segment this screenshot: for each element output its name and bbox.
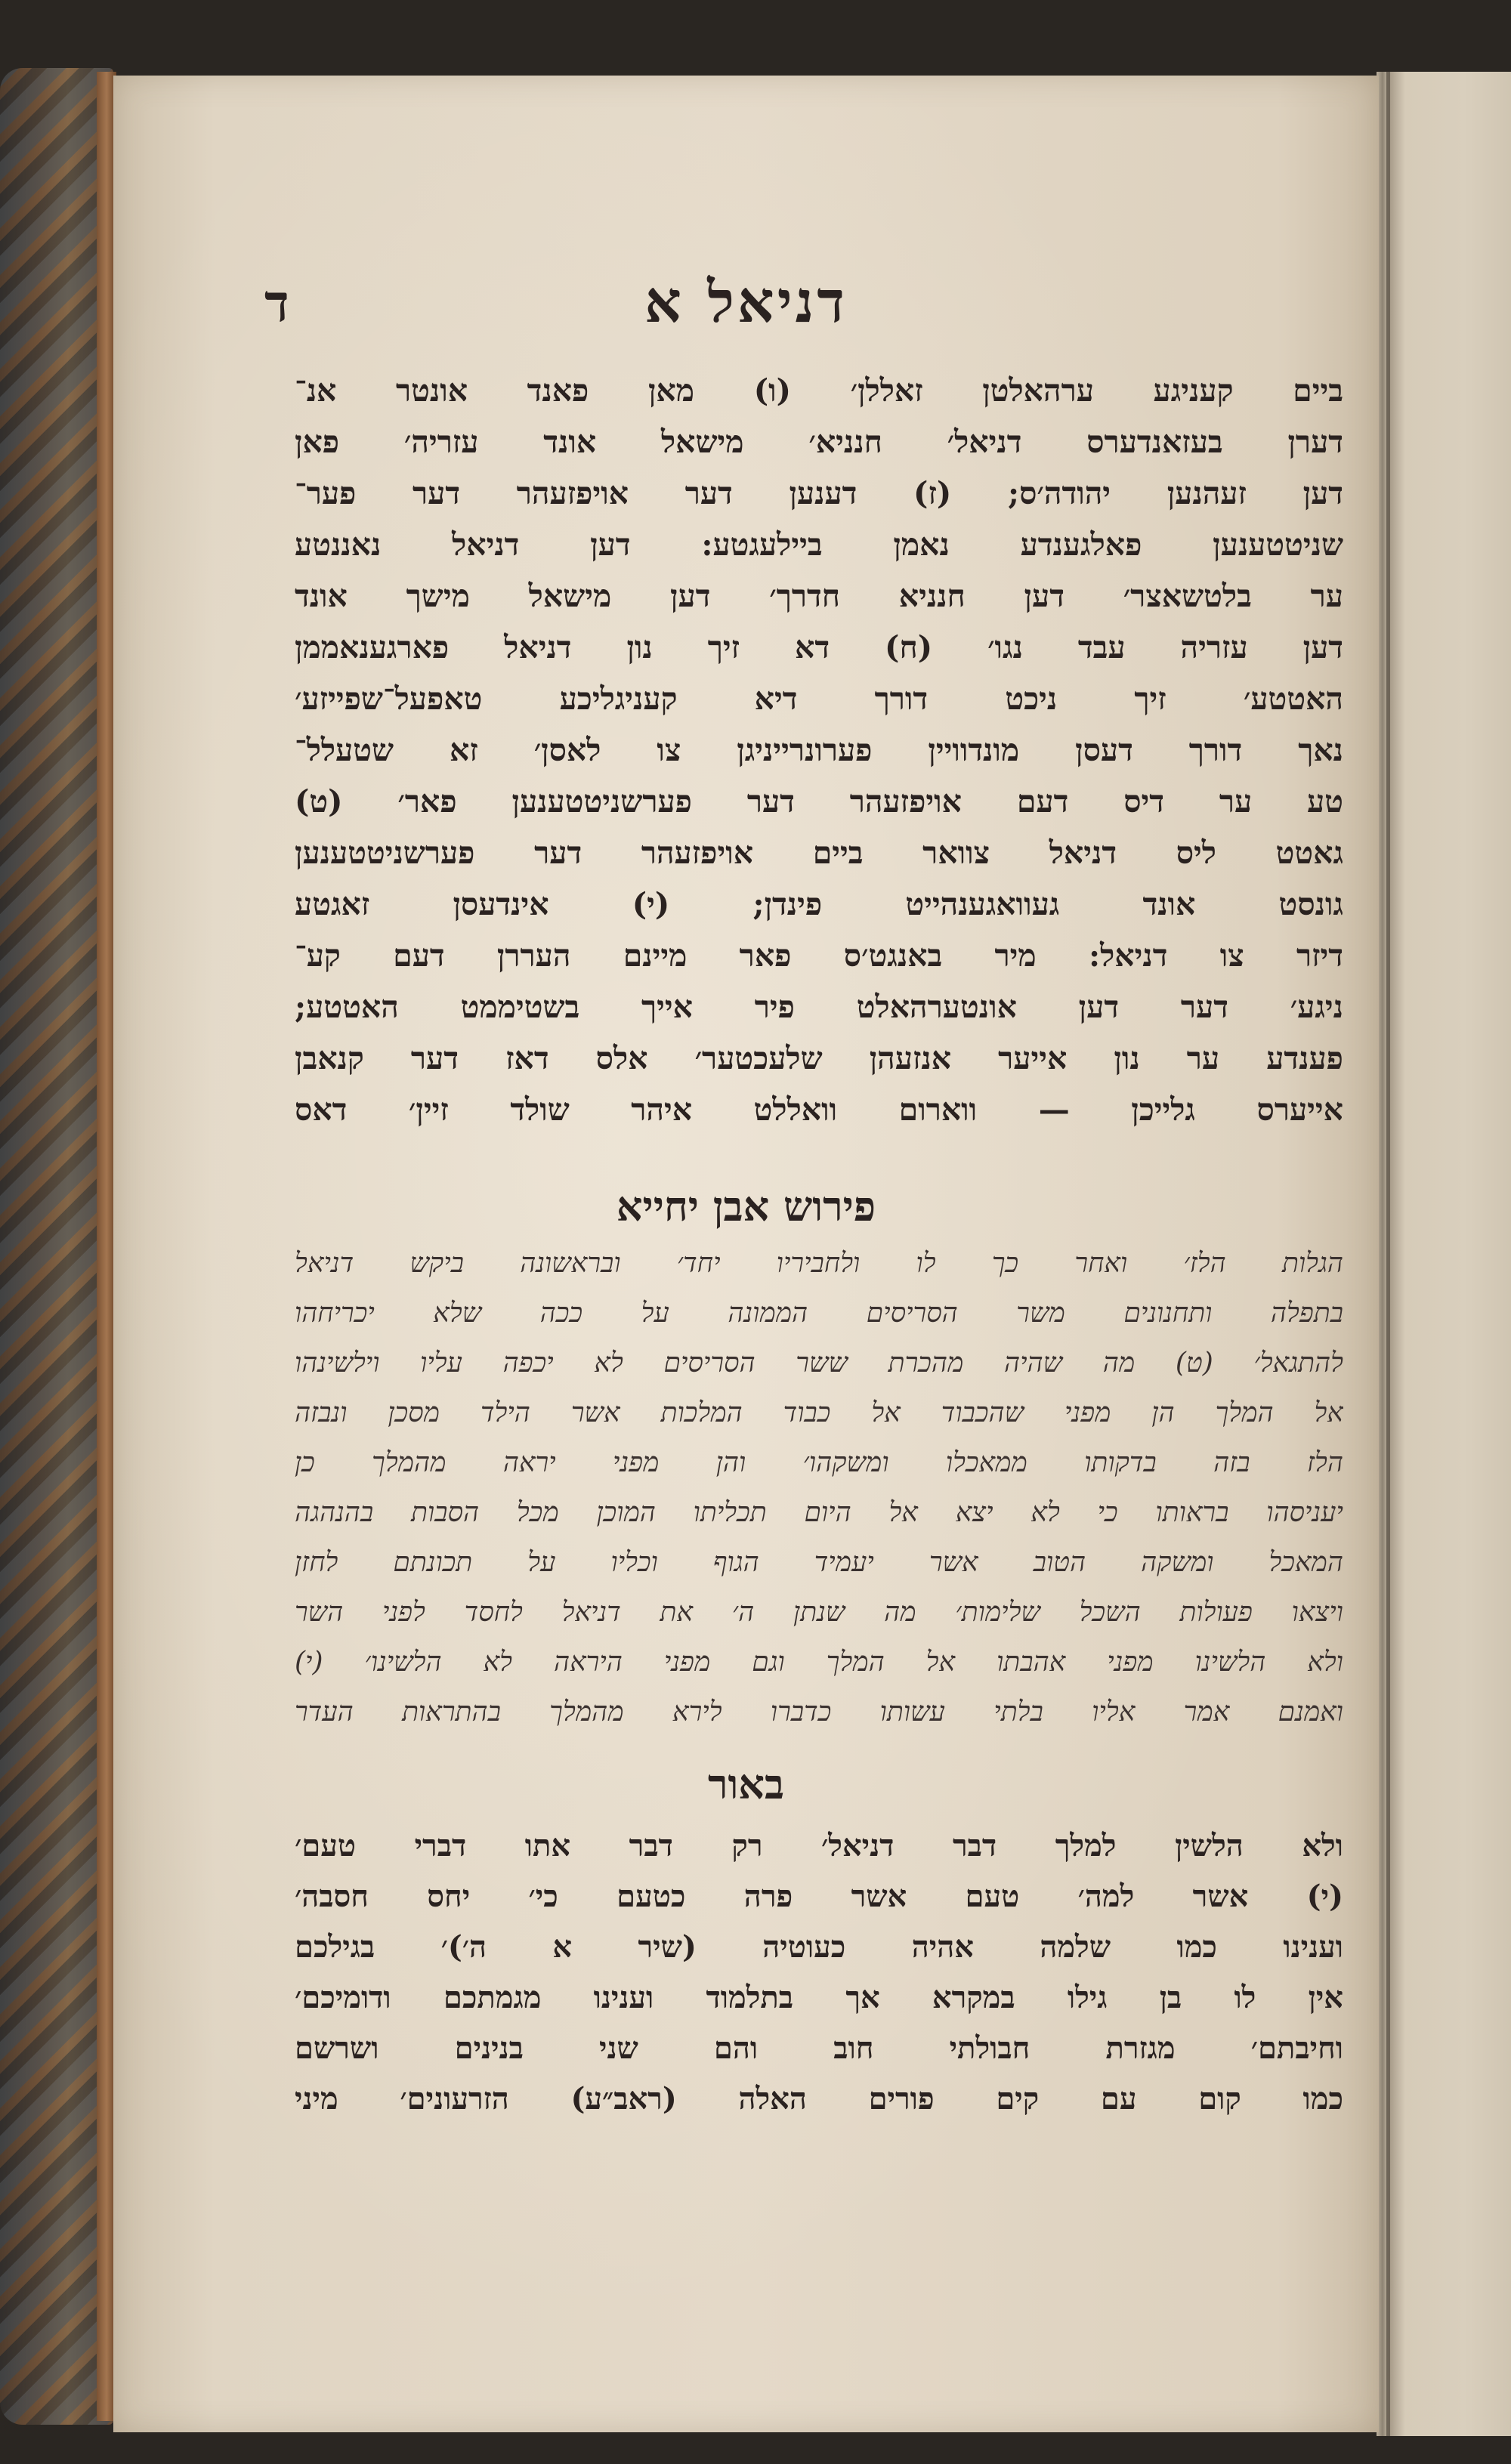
- main-text-line: נאך דורך דעסן מונדוויין פערונרייניגן צו לאסן׳ זא שטעלל־: [295, 732, 1343, 768]
- commentary-line: המאכל ומשקה הטוב אשר יעמיד הגוף וכליו על תכונתם לחזן: [295, 1547, 1343, 1578]
- commentary-line: ולא הלשינו מפני אהבתו אל המלך וגם מפני היראה לא הלשינו׳ (י): [295, 1647, 1343, 1678]
- biur-line: אין לו בן גילו במקרא אך בתלמוד וענינו מגמתכם ודומיכם׳: [295, 1980, 1343, 2015]
- adjacent-page: [1386, 72, 1511, 2436]
- biur-line: וחיבתם׳ מגזרת חבולתי חוב והם שני בנינים ושרשם: [295, 2030, 1343, 2066]
- commentary-line: להתגאל׳ (ט) מה שהיה מהכרת ששר הסריסים לא יכפה עליו וילשינהו: [295, 1348, 1343, 1379]
- main-text-line: אייערס גלייכן — ווארום וואללט איהר שולד זיין׳ דאס: [295, 1092, 1343, 1128]
- main-text-line: דערן בעזאנדערס דניאל׳ חנניא׳ מישאל אונד עזריה׳ פאן: [295, 424, 1343, 460]
- main-text-line: האטטע׳ זיך ניכט דורך דיא קעניגליכע טאפעל־שפייזע׳: [295, 681, 1343, 717]
- main-text-line: ניגע׳ דער דען אונטערהאלט פיר אייך בשטיממט האטטע;: [295, 989, 1343, 1025]
- commentary-line: הגלות הלז׳ ואחר כך לו ולחביריו יחד׳ ובראשונה ביקש דניאל: [295, 1248, 1343, 1279]
- commentary-heading: פירוש אבן יחייא: [616, 1182, 876, 1230]
- main-text-line: דיזר צו דניאל: מיר באנגט׳ס פאר מיינם העררן דעם קע־: [295, 937, 1343, 974]
- main-text-line: גאטט ליס דניאל צוואר ביים אויפזעהר דער פערשניטטענען: [295, 835, 1343, 871]
- main-text-line: טע ער דיס דעם אויפזעהר דער פערשניטטענען פאר׳ (ט): [295, 783, 1343, 820]
- main-text-line: גונסט אונד געוואגענהייט פינדן; (י) אינדעסן זאגטע: [295, 886, 1343, 922]
- commentary-line: ואמנם אמר אליו בלתי עשותו כדברו לירא מהמלך בהתראות העדר: [295, 1697, 1343, 1728]
- main-text-line: שניטטענען פאלגענדע נאמן ביילעגטע: דען דניאל נאננטע: [295, 526, 1343, 563]
- biur-line: (י) אשר למה׳ טעם אשר פרה כטעם כי׳ יחס חסבה׳: [295, 1879, 1343, 1914]
- commentary-line: אל המלך הן מפני שהכבוד אל כבוד המלכות אשר הילד מסכן ונבזה: [295, 1397, 1343, 1428]
- biur-heading: באור: [707, 1760, 785, 1808]
- main-text-line: דען זעהנען יהודה׳ס; (ז) דענען דער אויפזעהר דער פער־: [295, 475, 1343, 511]
- commentary-line: בתפלה ותחנונים משר הסריסים הממונה על ככה שלא יכריחהו: [295, 1298, 1343, 1329]
- biur-line: כמו קום עם קים פורים האלה (ראב״ע) הזרעונים׳ מיני: [295, 2081, 1343, 2117]
- main-text-line: פענדע ער נון אייער אנזעהן שלעכטער׳ אלס דאז דער קנאבן: [295, 1040, 1343, 1076]
- biur-line: ולא הלשין למלך דבר דניאל׳ רק דבר אתו דברי טעם׳: [295, 1828, 1343, 1863]
- main-text-line: ער בלטשאצר׳ דען חנניא חדרך׳ דען מישאל מישך אונד: [295, 578, 1343, 614]
- commentary-line: הלז בזה בדקותו ממאכלו ומשקהו׳ והן מפני יראה מהמלך כן: [295, 1447, 1343, 1478]
- book-page: [113, 76, 1379, 2432]
- main-text-line: דען עזריה עבד נגו׳ (ח) דא זיך נון דניאל פארגענאממן: [295, 629, 1343, 665]
- commentary-line: יעניסהו בראותו כי לא יצא אל היום תכליתו המוכן מכל הסבות בהנהגה: [295, 1497, 1343, 1528]
- main-text-line: ביים קעניגע ערהאלטן זאללן׳ (ו) מאן פאנד אונטר אנ־: [295, 372, 1343, 409]
- running-header-title: דניאל א: [644, 268, 848, 335]
- page-number: ד: [264, 273, 289, 334]
- commentary-line: ויצאו פעולות השכל שלימות׳ מה שנתן ה׳ את דניאל לחסד לפני השר: [295, 1597, 1343, 1628]
- biur-line: וענינו כמו שלמה אהיה כעוטיה (שיר א ה׳)׳ בגילכם: [295, 1929, 1343, 1965]
